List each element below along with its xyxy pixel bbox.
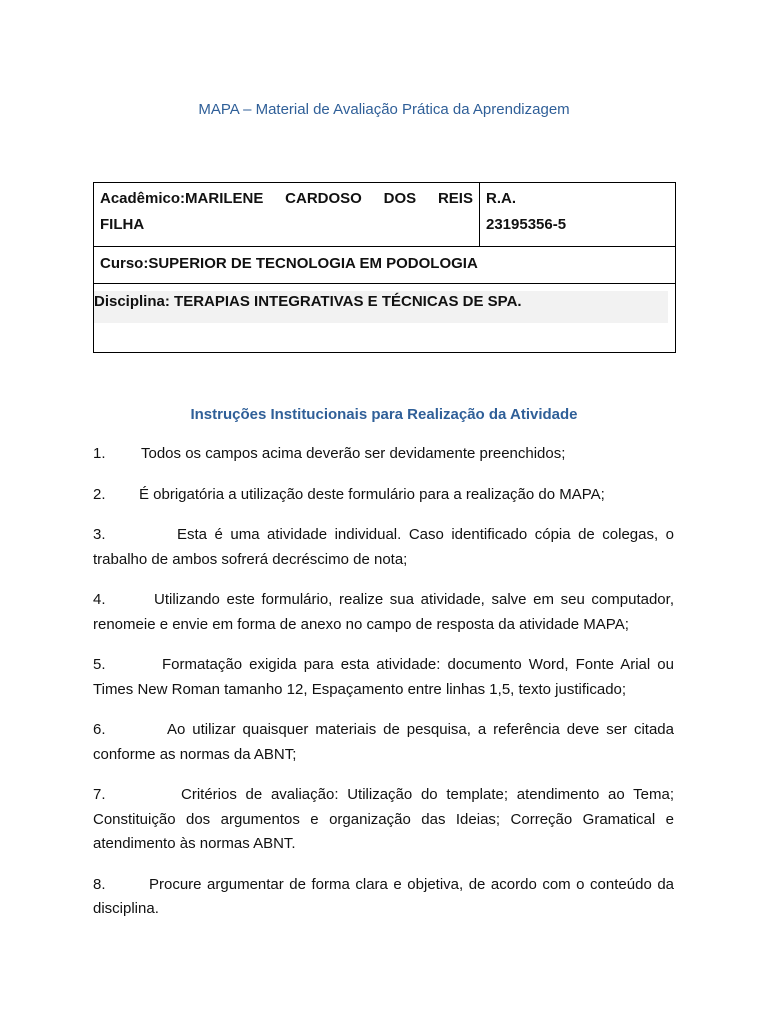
- instruction-item: [93, 718, 674, 767]
- instruction-text: Todos os campos acima deverão ser devidamente preenchidos;: [141, 445, 566, 462]
- course-value: SUPERIOR DE TECNOLOGIA EM PODOLOGIA: [148, 255, 478, 272]
- student-info-table: [93, 182, 676, 353]
- academic-first-word: [100, 186, 263, 212]
- instruction-text: Procure argumentar de forma clara e objetiva, de acordo com o conteúdo da disciplina.: [93, 875, 674, 917]
- ra-cell: [480, 183, 675, 246]
- instruction-number: 3.: [93, 526, 106, 543]
- instructions-list: [93, 442, 674, 938]
- discipline-row: [94, 285, 675, 352]
- academic-cell: [94, 183, 480, 246]
- discipline-text: [94, 291, 522, 313]
- academic-name-word-1: MARILENE: [185, 190, 264, 207]
- instruction-number: 8.: [93, 875, 106, 893]
- course-row: [94, 247, 675, 284]
- instruction-number: 1.: [93, 445, 106, 462]
- academic-name-word-2: CARDOSO: [285, 190, 362, 207]
- page-title: MAPA – Material de Avaliação Prática da Aprendizagem: [198, 101, 570, 118]
- instruction-item: [93, 523, 674, 572]
- instruction-item: [93, 588, 674, 637]
- instruction-item: [93, 442, 674, 467]
- course-label: Curso:: [100, 255, 149, 272]
- instruction-number: 4.: [93, 591, 106, 608]
- instruction-item: [93, 783, 674, 857]
- academic-label: Acadêmico:: [100, 190, 186, 207]
- academic-name-line: [100, 186, 473, 212]
- instruction-item: [93, 483, 674, 508]
- instruction-item: [93, 873, 674, 922]
- instruction-number: 6.: [93, 721, 106, 738]
- ra-label: R.A.: [486, 190, 516, 207]
- instruction-text: Esta é uma atividade individual. Caso identificado cópia de colegas, o trabalho de ambos sofrerá decréscimo de nota;: [93, 526, 674, 568]
- instruction-number: 5.: [93, 656, 106, 673]
- academic-name-word-3: DOS: [383, 190, 417, 207]
- instructions-title: Instruções Institucionais para Realização da Atividade: [190, 406, 578, 423]
- instruction-text: Formatação exigida para esta atividade: documento Word, Fonte Arial ou Times New Roman tamanho 12, Espaçamento entre linhas 1,5, texto justificado;: [93, 656, 674, 698]
- instruction-text: Critérios de avaliação: Utilização do template; atendimento ao Tema; Constituição dos argumentos e organização das Ideias; Correção Gramatical e atendimento às normas ABNT.: [93, 786, 674, 852]
- ra-value: 23195356-5: [486, 216, 567, 233]
- academic-name-last: FILHA: [100, 216, 145, 233]
- academic-row: [94, 183, 675, 247]
- instruction-text: Ao utilizar quaisquer materiais de pesquisa, a referência deve ser citada conforme as normas da ABNT;: [93, 721, 674, 763]
- discipline-label: Disciplina:: [94, 293, 170, 310]
- academic-name-word-4: REIS: [437, 190, 473, 207]
- instruction-item: [93, 653, 674, 702]
- discipline-value: TERAPIAS INTEGRATIVAS E TÉCNICAS DE SPA.: [174, 293, 522, 310]
- instruction-number: 2.: [93, 485, 106, 503]
- instruction-number: 7.: [93, 786, 106, 803]
- instruction-text: Utilizando este formulário, realize sua atividade, salve em seu computador, renomeie e envie em forma de anexo no campo de resposta da atividade MAPA;: [93, 591, 674, 633]
- instruction-text: É obrigatória a utilização deste formulário para a realização do MAPA;: [139, 485, 605, 503]
